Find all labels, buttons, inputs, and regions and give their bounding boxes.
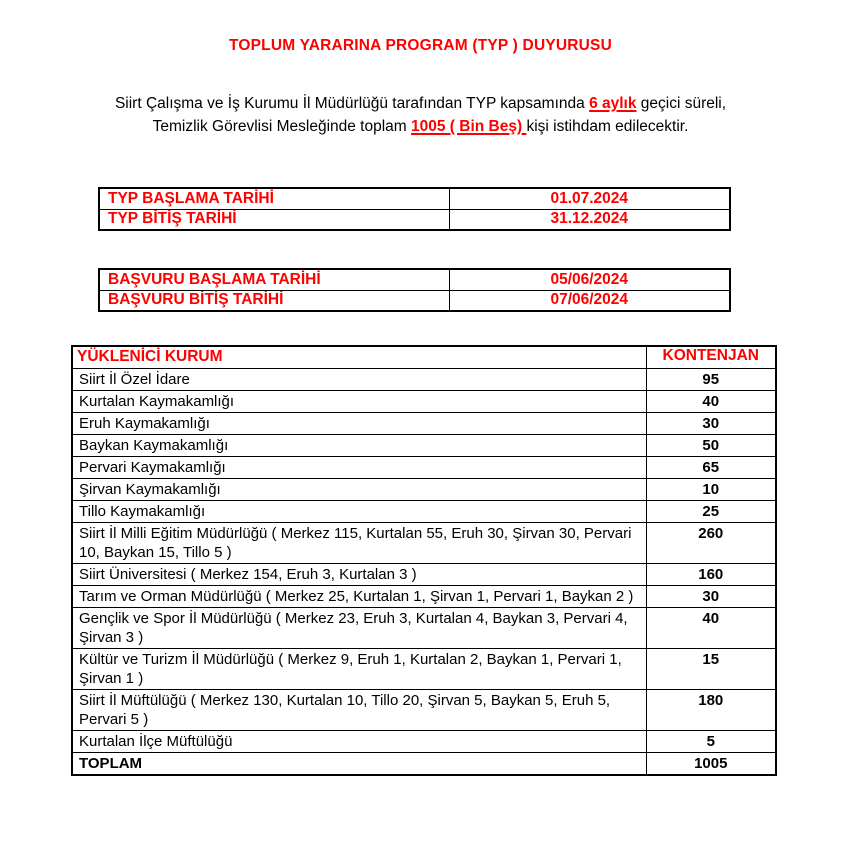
date-value: 07/06/2024 <box>449 290 730 311</box>
quota-value: 95 <box>646 368 776 390</box>
quota-value: 160 <box>646 563 776 585</box>
intro-line2-after: kişi istihdam edilecektir. <box>526 118 689 135</box>
table-row <box>72 412 776 434</box>
table-row <box>72 434 776 456</box>
intro-line1-after: geçici süreli, <box>636 95 727 112</box>
institution-name: Tillo Kaymakamlığı <box>72 500 646 522</box>
total-row <box>72 752 776 775</box>
intro-line2-highlight: 1005 ( Bin Beş) <box>411 118 527 135</box>
institution-name: Gençlik ve Spor İl Müdürlüğü ( Merkez 23, Eruh 3, Kurtalan 4, Baykan 3, Pervari 4, Şirvan 3 ) <box>72 607 646 648</box>
total-value: 1005 <box>646 752 776 775</box>
institution-name: Siirt Üniversitesi ( Merkez 154, Eruh 3, Kurtalan 3 ) <box>72 563 646 585</box>
quota-value: 10 <box>646 478 776 500</box>
table-row <box>72 456 776 478</box>
date-label: TYP BAŞLAMA TARİHİ <box>99 188 449 209</box>
table-row <box>72 368 776 390</box>
quota-value: 25 <box>646 500 776 522</box>
quota-table-head <box>72 346 776 368</box>
date-label: BAŞVURU BAŞLAMA TARİHİ <box>99 269 449 290</box>
table-row <box>99 269 730 290</box>
institution-name: Baykan Kaymakamlığı <box>72 434 646 456</box>
typ-dates-body <box>99 188 730 230</box>
quota-value: 50 <box>646 434 776 456</box>
institution-name: Şirvan Kaymakamlığı <box>72 478 646 500</box>
application-dates-body <box>99 269 730 311</box>
institution-name: Pervari Kaymakamlığı <box>72 456 646 478</box>
date-label: BAŞVURU BİTİŞ TARİHİ <box>99 290 449 311</box>
table-row <box>72 522 776 563</box>
quota-table <box>71 345 777 776</box>
table-row <box>72 500 776 522</box>
intro-line-2 <box>60 115 781 138</box>
table-row <box>72 689 776 730</box>
institution-name: Kültür ve Turizm İl Müdürlüğü ( Merkez 9, Eruh 1, Kurtalan 2, Baykan 1, Pervari 1, Şirvan 1 ) <box>72 648 646 689</box>
quota-header-quota: KONTENJAN <box>646 346 776 368</box>
total-label: TOPLAM <box>72 752 646 775</box>
table-row <box>72 478 776 500</box>
quota-value: 65 <box>646 456 776 478</box>
intro-line2-before: Temizlik Görevlisi Mesleğinde toplam <box>152 118 412 135</box>
table-row <box>99 209 730 230</box>
table-row <box>99 290 730 311</box>
date-value: 05/06/2024 <box>449 269 730 290</box>
quota-body <box>72 368 776 752</box>
institution-name: Siirt İl Özel İdare <box>72 368 646 390</box>
quota-value: 180 <box>646 689 776 730</box>
institution-name: Siirt İl Müftülüğü ( Merkez 130, Kurtalan 10, Tillo 20, Şirvan 5, Baykan 5, Eruh 5, Pervari 5 ) <box>72 689 646 730</box>
quota-value: 40 <box>646 607 776 648</box>
table-row <box>72 648 776 689</box>
table-row <box>72 607 776 648</box>
intro-line1-highlight: 6 aylık <box>589 95 637 112</box>
table-row <box>72 730 776 752</box>
table-row <box>72 390 776 412</box>
intro-line-1 <box>60 92 781 115</box>
page-title: TOPLUM YARARINA PROGRAM (TYP ) DUYURUSU <box>229 37 612 54</box>
institution-name: Kurtalan Kaymakamlığı <box>72 390 646 412</box>
quota-value: 40 <box>646 390 776 412</box>
quota-value: 260 <box>646 522 776 563</box>
typ-dates-table <box>98 187 731 231</box>
institution-name: Tarım ve Orman Müdürlüğü ( Merkez 25, Kurtalan 1, Şirvan 1, Pervari 1, Baykan 2 ) <box>72 585 646 607</box>
table-row <box>72 585 776 607</box>
table-row <box>99 188 730 209</box>
quota-value: 30 <box>646 585 776 607</box>
institution-name: Eruh Kaymakamlığı <box>72 412 646 434</box>
quota-value: 15 <box>646 648 776 689</box>
table-row <box>72 563 776 585</box>
date-label: TYP BİTİŞ TARİHİ <box>99 209 449 230</box>
intro-line1-before: Siirt Çalışma ve İş Kurumu İl Müdürlüğü tarafından TYP kapsamında <box>114 95 590 112</box>
quota-header-row <box>72 346 776 368</box>
application-dates-table <box>98 268 731 312</box>
date-value: 31.12.2024 <box>449 209 730 230</box>
quota-value: 30 <box>646 412 776 434</box>
quota-value: 5 <box>646 730 776 752</box>
institution-name: Kurtalan İlçe Müftülüğü <box>72 730 646 752</box>
date-value: 01.07.2024 <box>449 188 730 209</box>
quota-header-institution: YÜKLENİCİ KURUM <box>72 346 646 368</box>
intro-paragraph <box>60 92 781 138</box>
institution-name: Siirt İl Milli Eğitim Müdürlüğü ( Merkez 115, Kurtalan 55, Eruh 30, Şirvan 30, Pervari 10, Baykan 15, Tillo 5 ) <box>72 522 646 563</box>
quota-total-body <box>72 752 776 775</box>
